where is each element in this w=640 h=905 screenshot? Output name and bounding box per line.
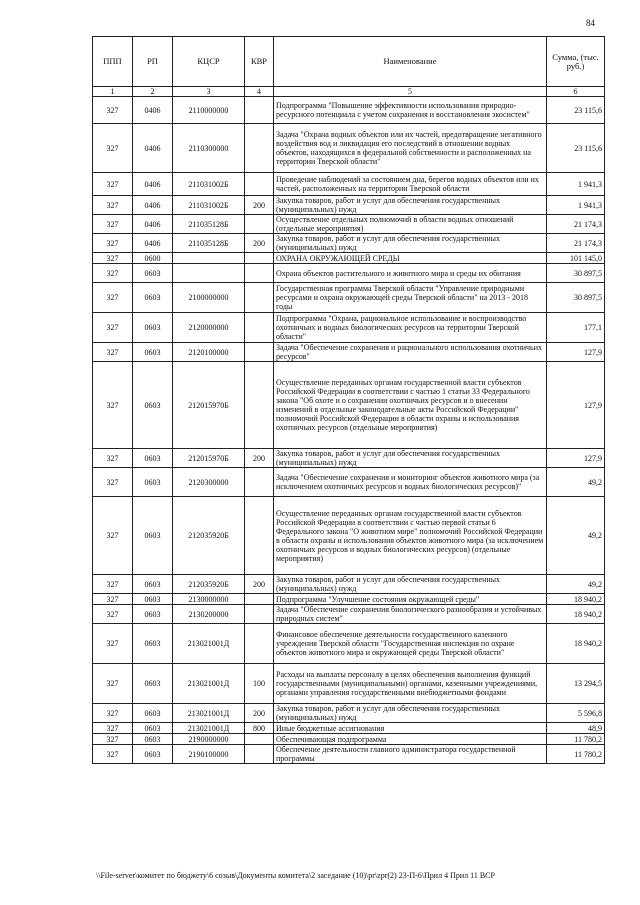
cell-ppp: 327 <box>93 215 133 234</box>
cell-kcsr: 2120100000 <box>173 343 245 362</box>
cell-kvr: 200 <box>245 575 274 594</box>
cell-sum: 49,2 <box>547 497 605 575</box>
cell-name: Иные бюджетные ассигнования <box>274 723 547 734</box>
column-number: 2 <box>133 87 173 97</box>
table-row <box>93 215 605 234</box>
cell-kcsr: 212035920Б <box>173 575 245 594</box>
cell-sum: 177,1 <box>547 313 605 343</box>
cell-rp: 0406 <box>133 196 173 215</box>
cell-kcsr: 2120300000 <box>173 468 245 497</box>
cell-kvr <box>245 173 274 196</box>
cell-kvr <box>245 97 274 124</box>
cell-sum: 127,9 <box>547 449 605 468</box>
cell-ppp: 327 <box>93 704 133 723</box>
cell-rp: 0406 <box>133 215 173 234</box>
header-kvr: КВР <box>245 37 274 87</box>
cell-rp: 0603 <box>133 343 173 362</box>
header-ppp: ППП <box>93 37 133 87</box>
cell-ppp: 327 <box>93 264 133 283</box>
cell-sum: 13 294,5 <box>547 664 605 704</box>
table-row <box>93 664 605 704</box>
cell-sum: 5 596,8 <box>547 704 605 723</box>
cell-kcsr: 213021001Д <box>173 664 245 704</box>
cell-name: Расходы на выплаты персоналу в целях обеспечения выполнения функций государственными (муниципальными) органами, казенными учреждениями, органами управления государственными внебюджетными фондами <box>274 664 547 704</box>
cell-kvr <box>245 745 274 764</box>
table-row <box>93 362 605 449</box>
table-row <box>93 745 605 764</box>
cell-name: Задача "Обеспечение сохранения биологического разнообразия и устойчивых природных систем" <box>274 605 547 624</box>
cell-kvr <box>245 264 274 283</box>
cell-name: Закупка товаров, работ и услуг для обеспечения государственных (муниципальных) нужд <box>274 234 547 253</box>
cell-rp: 0603 <box>133 264 173 283</box>
cell-rp: 0603 <box>133 734 173 745</box>
cell-rp: 0406 <box>133 97 173 124</box>
cell-ppp: 327 <box>93 594 133 605</box>
column-number: 5 <box>274 87 547 97</box>
cell-name: Охрана объектов растительного и животного мира и среды их обитания <box>274 264 547 283</box>
column-number: 4 <box>245 87 274 97</box>
cell-rp: 0603 <box>133 594 173 605</box>
cell-sum: 127,9 <box>547 343 605 362</box>
cell-kcsr: 211031002Б <box>173 196 245 215</box>
cell-rp: 0406 <box>133 124 173 173</box>
cell-name: Закупка товаров, работ и услуг для обеспечения государственных (муниципальных) нужд <box>274 196 547 215</box>
cell-ppp: 327 <box>93 173 133 196</box>
cell-name: Осуществление переданных органам государственной власти субъектов Российской Федерации в соответствии с частью 1 статьи 33 Федерального закона "Об охоте и о сохранении охотничьих ресурсов и о внесении изменений в отдельные законодательные акты Российской Федерации" полномочий Российской Федерации в области охраны и использования охотничьих ресурсов (отдельные мероприятия) <box>274 362 547 449</box>
cell-name: Подпрограмма "Улучшение состояния окружающей среды" <box>274 594 547 605</box>
cell-ppp: 327 <box>93 449 133 468</box>
cell-name: Закупка товаров, работ и услуг для обеспечения государственных (муниципальных) нужд <box>274 704 547 723</box>
cell-kvr <box>245 734 274 745</box>
cell-rp: 0603 <box>133 704 173 723</box>
table-row <box>93 196 605 215</box>
cell-ppp: 327 <box>93 283 133 313</box>
cell-ppp: 327 <box>93 313 133 343</box>
table-row <box>93 124 605 173</box>
cell-sum: 30 897,5 <box>547 264 605 283</box>
cell-kvr <box>245 283 274 313</box>
table-row <box>93 264 605 283</box>
cell-ppp: 327 <box>93 362 133 449</box>
cell-ppp: 327 <box>93 605 133 624</box>
cell-rp: 0603 <box>133 283 173 313</box>
cell-rp: 0603 <box>133 575 173 594</box>
cell-sum: 11 780,2 <box>547 734 605 745</box>
cell-kcsr: 212035920Б <box>173 497 245 575</box>
cell-rp: 0603 <box>133 362 173 449</box>
cell-kvr <box>245 605 274 624</box>
cell-kvr <box>245 343 274 362</box>
cell-kvr <box>245 468 274 497</box>
page-number: 84 <box>586 18 595 28</box>
cell-kvr: 200 <box>245 196 274 215</box>
table-row <box>93 605 605 624</box>
cell-sum: 21 174,3 <box>547 215 605 234</box>
cell-sum: 127,9 <box>547 362 605 449</box>
table-row <box>93 343 605 362</box>
table-row <box>93 723 605 734</box>
cell-rp: 0603 <box>133 664 173 704</box>
cell-kvr <box>245 215 274 234</box>
cell-rp: 0406 <box>133 234 173 253</box>
cell-name: Задача "Обеспечение сохранения и мониторинг объектов животного мира (за исключением охотничьих ресурсов и водных биологических ресурсов)" <box>274 468 547 497</box>
column-number-row <box>93 87 605 97</box>
cell-sum: 49,2 <box>547 468 605 497</box>
cell-kcsr: 211035128Б <box>173 234 245 253</box>
cell-kcsr: 213021001Д <box>173 704 245 723</box>
cell-kcsr: 2110300000 <box>173 124 245 173</box>
cell-name: ОХРАНА ОКРУЖАЮЩЕЙ СРЕДЫ <box>274 253 547 264</box>
table-body <box>93 97 605 764</box>
cell-kvr <box>245 253 274 264</box>
budget-table <box>92 36 605 764</box>
cell-sum: 23 115,6 <box>547 124 605 173</box>
cell-kcsr: 211035128Б <box>173 215 245 234</box>
cell-ppp: 327 <box>93 624 133 664</box>
table-row <box>93 594 605 605</box>
cell-ppp: 327 <box>93 97 133 124</box>
header-kcsr: КЦСР <box>173 37 245 87</box>
cell-ppp: 327 <box>93 745 133 764</box>
cell-kvr: 100 <box>245 664 274 704</box>
cell-name: Финансовое обеспечение деятельности государственного казенного учреждения Тверской области "Государственная инспекция по охране объектов животного мира и окружающей среды Тверской области" <box>274 624 547 664</box>
cell-rp: 0406 <box>133 173 173 196</box>
cell-ppp: 327 <box>93 343 133 362</box>
cell-ppp: 327 <box>93 664 133 704</box>
cell-kvr: 200 <box>245 234 274 253</box>
cell-kvr <box>245 497 274 575</box>
header-name: Наименование <box>274 37 547 87</box>
cell-sum: 18 940,2 <box>547 624 605 664</box>
header-sum: Сумма, (тыс. руб.) <box>547 37 605 87</box>
table-row <box>93 468 605 497</box>
cell-name: Обеспечивающая подпрограмма <box>274 734 547 745</box>
table-row <box>93 313 605 343</box>
cell-sum: 18 940,2 <box>547 594 605 605</box>
table-row <box>93 734 605 745</box>
cell-sum: 48,9 <box>547 723 605 734</box>
cell-sum: 30 897,5 <box>547 283 605 313</box>
cell-name: Осуществление отдельных полномочий в области водных отношений (отдельные мероприятия) <box>274 215 547 234</box>
cell-ppp: 327 <box>93 468 133 497</box>
cell-kcsr: 2130000000 <box>173 594 245 605</box>
cell-rp: 0603 <box>133 313 173 343</box>
cell-sum: 23 115,6 <box>547 97 605 124</box>
cell-kvr <box>245 594 274 605</box>
cell-sum: 101 145,0 <box>547 253 605 264</box>
cell-kvr <box>245 313 274 343</box>
cell-sum: 49,2 <box>547 575 605 594</box>
cell-name: Закупка товаров, работ и услуг для обеспечения государственных (муниципальных) нужд <box>274 449 547 468</box>
table-row <box>93 575 605 594</box>
cell-kcsr: 2110000000 <box>173 97 245 124</box>
header-row <box>93 37 605 87</box>
cell-name: Подпрограмма "Охрана, рациональное использование и воспроизводство охотничьих и водных биологических ресурсов на территории Тверской области" <box>274 313 547 343</box>
cell-ppp: 327 <box>93 196 133 215</box>
cell-kcsr: 2100000000 <box>173 283 245 313</box>
cell-kcsr <box>173 264 245 283</box>
cell-ppp: 327 <box>93 734 133 745</box>
cell-name: Обеспечение деятельности главного администратора государственной программы <box>274 745 547 764</box>
cell-kvr <box>245 624 274 664</box>
cell-kvr: 200 <box>245 704 274 723</box>
table-row <box>93 497 605 575</box>
cell-sum: 18 940,2 <box>547 605 605 624</box>
cell-ppp: 327 <box>93 723 133 734</box>
cell-name: Государственная программа Тверской области "Управление природными ресурсами и охрана окружающей среды Тверской области" на 2013 - 2018 годы <box>274 283 547 313</box>
cell-name: Закупка товаров, работ и услуг для обеспечения государственных (муниципальных) нужд <box>274 575 547 594</box>
cell-ppp: 327 <box>93 575 133 594</box>
cell-sum: 1 941,3 <box>547 173 605 196</box>
cell-kcsr: 2190100000 <box>173 745 245 764</box>
cell-rp: 0603 <box>133 745 173 764</box>
table-row <box>93 97 605 124</box>
table-row <box>93 283 605 313</box>
cell-sum: 21 174,3 <box>547 234 605 253</box>
table-row <box>93 234 605 253</box>
cell-kcsr: 212015970Б <box>173 449 245 468</box>
table-row <box>93 449 605 468</box>
cell-name: Задача "Обеспечение сохранения и рационального использования охотничьих ресурсов" <box>274 343 547 362</box>
table-row <box>93 253 605 264</box>
column-number: 1 <box>93 87 133 97</box>
cell-name: Проведение наблюдений за состоянием дна, берегов водных объектов или их частей, расположенных на территории Тверской области <box>274 173 547 196</box>
cell-kcsr: 211031002Б <box>173 173 245 196</box>
cell-rp: 0603 <box>133 624 173 664</box>
column-number: 6 <box>547 87 605 97</box>
cell-name: Осуществление переданных органам государственной власти субъектов Российской Федерации в соответствии с частью первой статьи 6 Федерального закона "О животном мире" полномочий Российской Федерации в области охраны и использования объектов животного мира (за исключением охотничьих ресурсов и водных биологических ресурсов) (отдельные мероприятия) <box>274 497 547 575</box>
cell-rp: 0603 <box>133 497 173 575</box>
header-rp: РП <box>133 37 173 87</box>
cell-name: Подпрограмма "Повышение эффективности использования природно-ресурсного потенциала с учетом сохранения и восстановления экосистем" <box>274 97 547 124</box>
cell-kcsr: 212015970Б <box>173 362 245 449</box>
cell-kvr <box>245 362 274 449</box>
cell-kcsr <box>173 253 245 264</box>
cell-ppp: 327 <box>93 234 133 253</box>
column-number: 3 <box>173 87 245 97</box>
cell-ppp: 327 <box>93 497 133 575</box>
cell-ppp: 327 <box>93 253 133 264</box>
footer-file-path: \\File-server\комитет по бюджету\6 созыв\Документы комитета\2 заседание (10)\pr\zpr(2) 23-П-6\Прил 4 Прил 11 ВСР <box>96 871 495 880</box>
cell-kcsr: 213021001Д <box>173 723 245 734</box>
table-row <box>93 624 605 664</box>
cell-name: Задача "Охрана водных объектов или их частей, предотвращение негативного воздействия вод и ликвидация его последствий в отношении водных объектов, находящихся в федеральной собственности и расположенных на территории Тверской области" <box>274 124 547 173</box>
cell-ppp: 327 <box>93 124 133 173</box>
cell-rp: 0600 <box>133 253 173 264</box>
table-row <box>93 173 605 196</box>
cell-kcsr: 2130200000 <box>173 605 245 624</box>
cell-sum: 1 941,3 <box>547 196 605 215</box>
cell-kcsr: 213021001Д <box>173 624 245 664</box>
cell-kcsr: 2190000000 <box>173 734 245 745</box>
cell-rp: 0603 <box>133 468 173 497</box>
cell-rp: 0603 <box>133 605 173 624</box>
cell-sum: 11 780,2 <box>547 745 605 764</box>
cell-kcsr: 2120000000 <box>173 313 245 343</box>
cell-kvr <box>245 124 274 173</box>
cell-kvr: 200 <box>245 449 274 468</box>
table-row <box>93 704 605 723</box>
cell-kvr: 800 <box>245 723 274 734</box>
cell-rp: 0603 <box>133 723 173 734</box>
cell-rp: 0603 <box>133 449 173 468</box>
